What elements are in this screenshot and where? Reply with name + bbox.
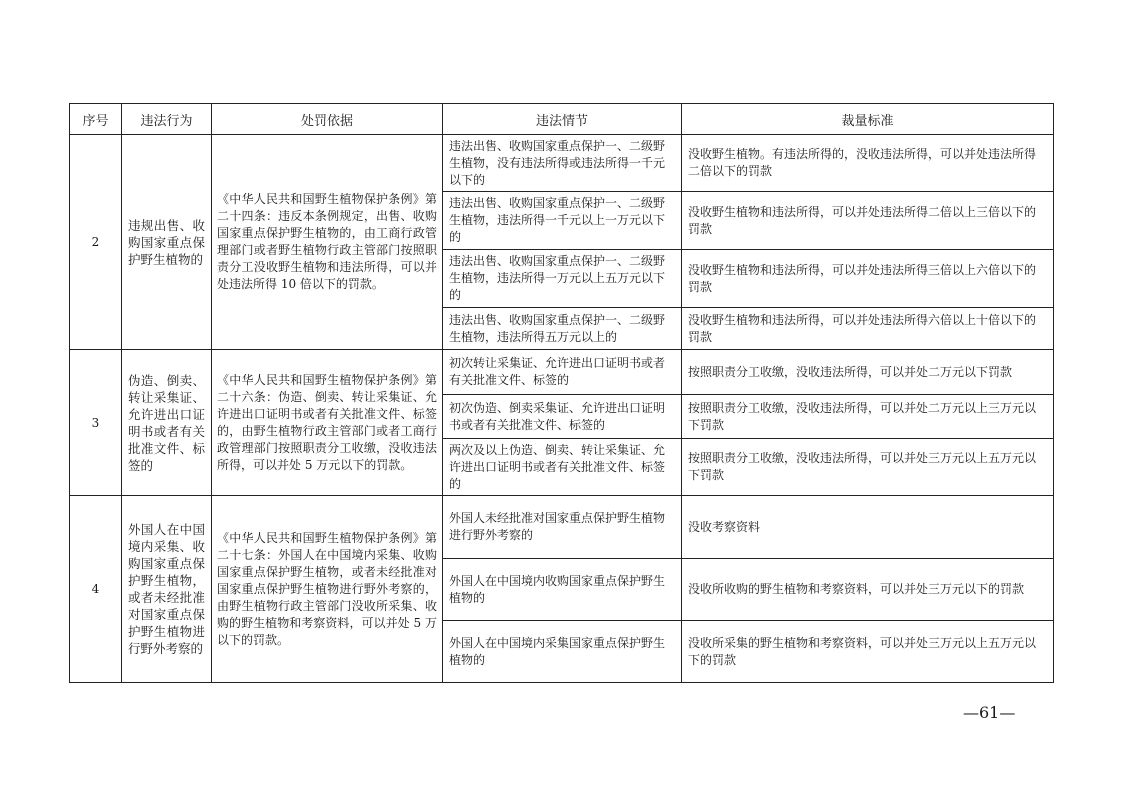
violation-cell: 外国人在中国境内采集、收购国家重点保护野生植物，或者未经批准对国家重点保护野生植物进行野外考察的 [122, 496, 212, 683]
circumstance-cell: 外国人在中国境内收购国家重点保护野生植物的 [443, 559, 682, 621]
standard-cell: 没收野生植物和违法所得，可以并处违法所得六倍以上十倍以下的罚款 [682, 308, 1054, 350]
standard-cell: 按照职责分工收缴，没收违法所得，可以并处二万元以下罚款 [682, 350, 1054, 395]
penalty-table [69, 103, 1054, 683]
standard-cell: 没收野生植物。有违法所得的，没收违法所得，可以并处违法所得二倍以下的罚款 [682, 135, 1054, 192]
standard-cell: 没收野生植物和违法所得，可以并处违法所得三倍以上六倍以下的罚款 [682, 250, 1054, 308]
circumstance-cell: 违法出售、收购国家重点保护一、二级野生植物，违法所得一千元以上一万元以下的 [443, 192, 682, 250]
circumstance-cell: 外国人在中国境内采集国家重点保护野生植物的 [443, 621, 682, 683]
standard-cell: 没收考察资料 [682, 496, 1054, 559]
circumstance-cell: 违法出售、收购国家重点保护一、二级野生植物，违法所得五万元以上的 [443, 308, 682, 350]
standard-cell: 没收野生植物和违法所得，可以并处违法所得二倍以上三倍以下的罚款 [682, 192, 1054, 250]
table-row [70, 135, 1054, 192]
page-number: —61— [963, 703, 1016, 722]
legal-basis-cell: 《中华人民共和国野生植物保护条例》第二十七条：外国人在中国境内采集、收购国家重点保护野生植物，或者未经批准对国家重点保护野生植物进行野外考察的，由野生植物行政主管部门没收所采集、收购的野生植物和考察资料，可以并处 5 万以下的罚款。 [212, 496, 443, 683]
circumstance-cell: 违法出售、收购国家重点保护一、二级野生植物，没有违法所得或违法所得一千元以下的 [443, 135, 682, 192]
circumstance-cell: 初次转让采集证、允许进出口证明书或者有关批准文件、标签的 [443, 350, 682, 395]
circumstance-cell: 违法出售、收购国家重点保护一、二级野生植物，违法所得一万元以上五万元以下的 [443, 250, 682, 308]
legal-basis-cell: 《中华人民共和国野生植物保护条例》第二十四条：违反本条例规定，出售、收购国家重点保护野生植物的，由工商行政管理部门或者野生植物行政主管部门按照职责分工没收野生植物和违法所得，可以并处违法所得 10 倍以下的罚款。 [212, 135, 443, 350]
header-discretion-standard: 裁量标准 [682, 104, 1054, 135]
table-row [70, 350, 1054, 395]
standard-cell: 没收所采集的野生植物和考察资料，可以并处三万元以上五万元以下的罚款 [682, 621, 1054, 683]
violation-cell: 违规出售、收购国家重点保护野生植物的 [122, 135, 212, 350]
header-seq: 序号 [70, 104, 122, 135]
seq-cell: 4 [70, 496, 122, 683]
header-violation: 违法行为 [122, 104, 212, 135]
seq-cell: 2 [70, 135, 122, 350]
standard-cell: 按照职责分工收缴，没收违法所得，可以并处二万元以上三万元以下罚款 [682, 395, 1054, 439]
violation-cell: 伪造、倒卖、转让采集证、允许进出口证明书或者有关批准文件、标签的 [122, 350, 212, 496]
standard-cell: 按照职责分工收缴，没收违法所得，可以并处三万元以上五万元以下罚款 [682, 439, 1054, 496]
seq-cell: 3 [70, 350, 122, 496]
legal-basis-cell: 《中华人民共和国野生植物保护条例》第二十六条：伪造、倒卖、转让采集证、允许进出口证明书或者有关批准文件、标签的，由野生植物行政主管部门或者工商行政管理部门按照职责分工收缴，没收违法所得，可以并处 5 万元以下的罚款。 [212, 350, 443, 496]
header-legal-basis: 处罚依据 [212, 104, 443, 135]
standard-cell: 没收所收购的野生植物和考察资料，可以并处三万元以下的罚款 [682, 559, 1054, 621]
circumstance-cell: 初次伪造、倒卖采集证、允许进出口证明书或者有关批准文件、标签的 [443, 395, 682, 439]
table-header-row [70, 104, 1054, 135]
circumstance-cell: 两次及以上伪造、倒卖、转让采集证、允许进出口证明书或者有关批准文件、标签的 [443, 439, 682, 496]
header-circumstances: 违法情节 [443, 104, 682, 135]
circumstance-cell: 外国人未经批准对国家重点保护野生植物进行野外考察的 [443, 496, 682, 559]
table-row [70, 496, 1054, 559]
